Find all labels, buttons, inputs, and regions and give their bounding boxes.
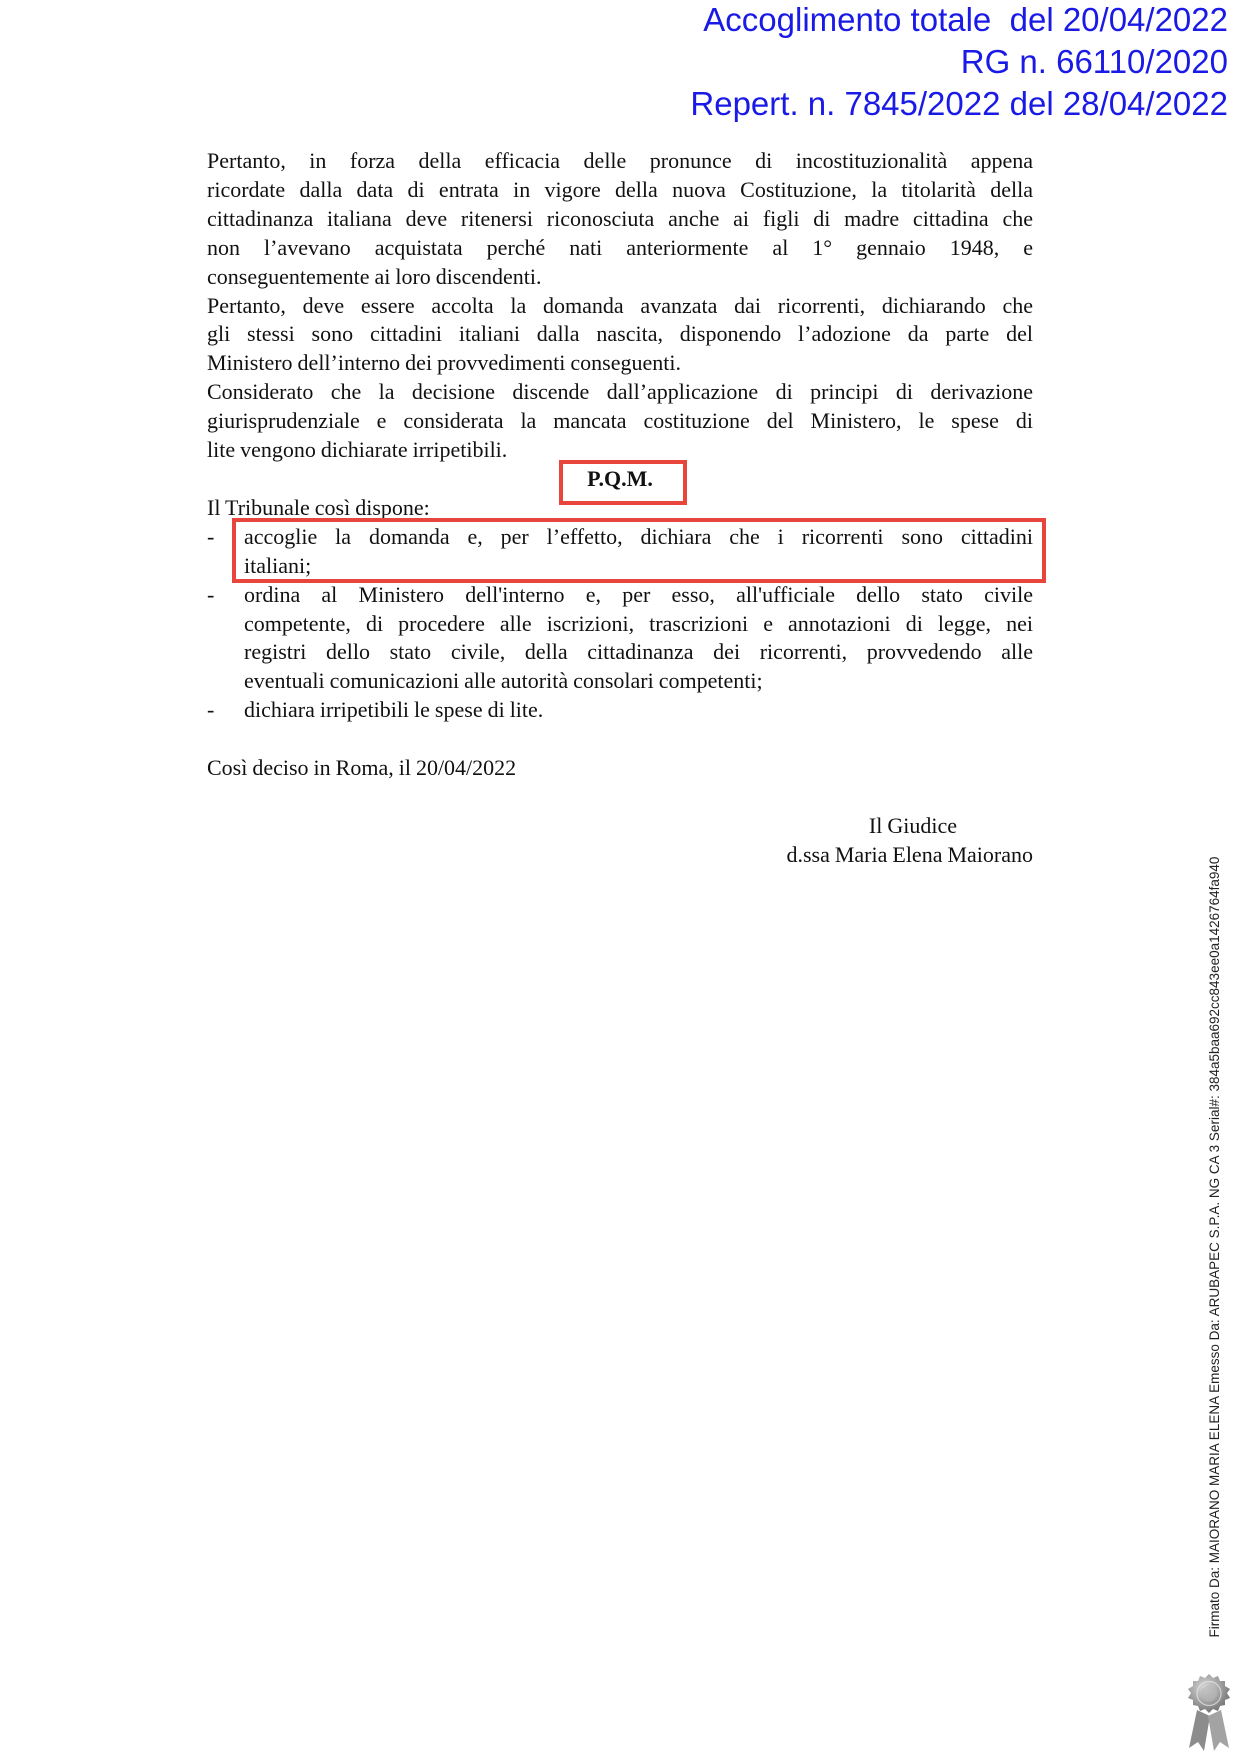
disposition-item-text [244, 581, 1033, 697]
text-line: conseguentemente ai loro discendenti. [207, 263, 542, 289]
closing-line: Così deciso in Roma, il 20/04/2022 [207, 755, 517, 781]
document-body [207, 147, 1033, 870]
text-line: cittadinanza italiana deve ritenersi riconosciuta anche ai figli di madre cittadina che [207, 205, 1033, 231]
text-line: eventuali comunicazioni alle autorità consolari competenti; [244, 668, 763, 694]
text-line: non l’avevano acquistata perché nati anteriormente al 1° gennaio 1948, e [207, 234, 1033, 260]
paragraph-spese [207, 378, 1033, 465]
bullet-dash: - [207, 697, 215, 723]
disposition-item [207, 696, 1033, 725]
paragraph-cittadinanza [207, 147, 1033, 292]
text-line: ricordate dalla data di entrata in vigore della nuova Costituzione, la titolarità della [207, 176, 1033, 202]
text-line: italiani; [244, 552, 312, 578]
spacer [207, 783, 1033, 812]
text-line: dichiara irripetibili le spese di lite. [244, 697, 544, 723]
header-repert-number: Repert. n. 7845/2022 del 28/04/2022 [690, 85, 1228, 122]
text-line: Pertanto, deve essere accolta la domanda avanzata dai ricorrenti, dichiarando che [207, 292, 1033, 318]
text-line: giurisprudenziale e considerata la mancata costituzione del Ministero, le spese di [207, 408, 1033, 434]
digital-signature-note: Firmato Da: MAIORANO MARIA ELENA Emesso Da: ARUBAPEC S.P.A. NG CA 3 Serial#: 384a5baa692cc843ee0a1426764fa940 [1207, 856, 1222, 1638]
document-header [690, 0, 1228, 125]
text-line: gli stessi sono cittadini italiani dalla nascita, disponendo l’adozione da parte del [207, 321, 1033, 347]
text-line: Ministero dell’interno dei provvedimenti conseguenti. [207, 350, 681, 376]
text-line: Pertanto, in forza della efficacia delle pronunce di incostituzionalità appena [207, 148, 1033, 173]
spacer [207, 725, 1033, 754]
disposition-item [207, 523, 1033, 581]
disposition-item-text [244, 696, 1033, 725]
bullet-dash: - [207, 523, 215, 549]
text-line: accoglie la domanda e, per l’effetto, dichiara che i ricorrenti sono cittadini [244, 523, 1033, 549]
text-line: Considerato che la decisione discende dall’applicazione di principi di derivazione [207, 379, 1033, 405]
text-line: ordina al Ministero dell'interno e, per esso, all'ufficiale dello stato civile [244, 581, 1033, 607]
disposition-item [207, 581, 1033, 697]
seal-ribbon-icon [1184, 1672, 1234, 1752]
text-line: lite vengono dichiarate irripetibili. [207, 437, 508, 463]
text-line: registri dello stato civile, della cittadinanza dei ricorrenti, provvedendo alle [244, 639, 1033, 665]
judge-name: d.ssa Maria Elena Maiorano [786, 841, 1033, 867]
header-decision: Accoglimento totale del 20/04/2022 [703, 1, 1228, 38]
disposition-item-text [244, 523, 1033, 581]
paragraph-accoglimento [207, 292, 1033, 379]
judge-title: Il Giudice [868, 812, 957, 838]
pqm-heading: P.Q.M. [587, 465, 653, 491]
disposition-intro: Il Tribunale così dispone: [207, 494, 430, 520]
header-rg-number: RG n. 66110/2020 [960, 43, 1228, 80]
text-line: competente, di procedere alle iscrizioni, trascrizioni e annotazioni di legge, nei [244, 610, 1033, 636]
bullet-dash: - [207, 581, 215, 607]
